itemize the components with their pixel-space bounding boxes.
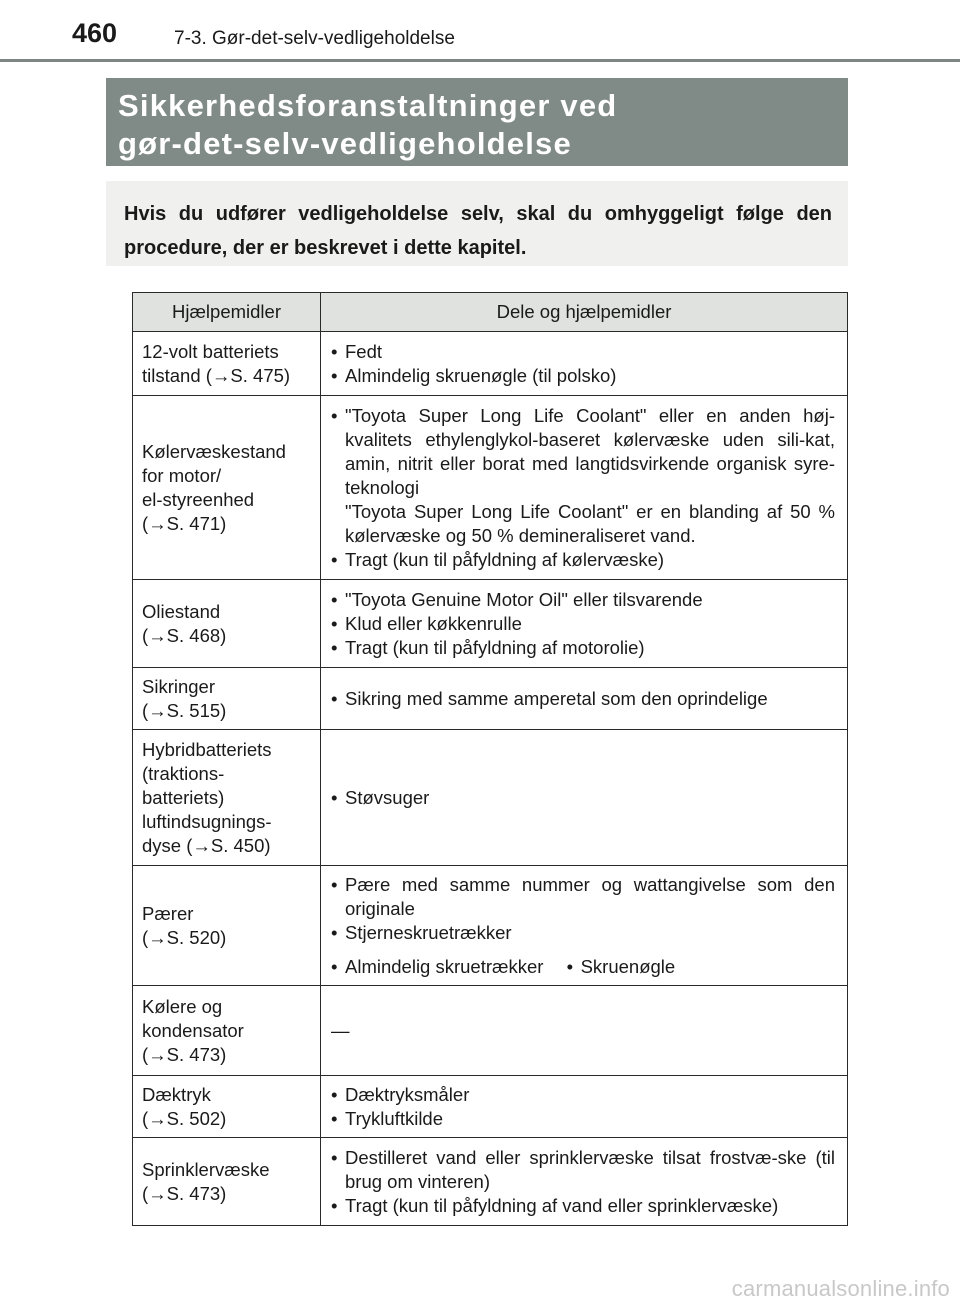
item-line: Kølere og [142, 995, 223, 1017]
item-line: Sikringer [142, 675, 215, 697]
item-cell [133, 580, 321, 668]
list-item: • Stjerneskruetrækker [331, 921, 835, 945]
parts-cell [321, 396, 848, 580]
empty-dash: — [331, 1019, 350, 1041]
item-cell [133, 1138, 321, 1226]
tools-table [132, 292, 848, 1226]
section-label: 7-3. Gør-det-selv-vedligeholdelse [174, 28, 455, 49]
table-row [133, 668, 848, 730]
list-item: • Tragt (kun til påfyldning af vand eller sprinklervæske) [331, 1194, 835, 1218]
list-item: • Pære med samme nummer og wattangivelse som den originale [331, 873, 835, 921]
watermark: carmanualsonline.info [731, 1276, 950, 1301]
list-item: • Sikring med samme amperetal som den oprindelige [331, 687, 835, 711]
item-line: Oliestand [142, 600, 221, 622]
item-line: el-styreenhed [142, 488, 255, 510]
table-row [133, 1076, 848, 1138]
coolant-note: "Toyota Super Long Life Coolant" er en blanding af 50 % kølervæske og 50 % demineraliseret vand. [345, 500, 835, 546]
item-cell [133, 396, 321, 580]
item-line: Hybridbatteriets [142, 738, 272, 760]
item-line: for motor/ [142, 464, 222, 486]
list-item: • Fedt [331, 340, 835, 364]
table-header-row [133, 293, 848, 332]
col-header-tools: Hjælpemidler [133, 293, 321, 332]
list-item: • Almindelig skruenøgle (til polsko) [331, 364, 835, 388]
parts-cell [321, 1138, 848, 1226]
list-item: • Skruenøgle [567, 955, 676, 979]
item-line: tilstand (→S. 475) [142, 364, 291, 386]
parts-cell [321, 580, 848, 668]
item-cell [133, 332, 321, 396]
item-cell [133, 866, 321, 986]
page-number: 460 [72, 18, 118, 48]
item-line: Sprinklervæske [142, 1158, 270, 1180]
item-line: batteriets) [142, 786, 225, 808]
title-line-1: Sikkerhedsforanstaltninger ved [118, 88, 618, 123]
parts-cell [321, 668, 848, 730]
item-line: (→S. 520) [142, 926, 227, 948]
table-row [133, 1138, 848, 1226]
list-item: • Klud eller køkkenrulle [331, 612, 835, 636]
item-line: (→S. 473) [142, 1043, 227, 1065]
item-cell [133, 986, 321, 1076]
list-item: • Støvsuger [331, 786, 835, 810]
item-line: dyse (→S. 450) [142, 834, 271, 856]
table-row [133, 986, 848, 1076]
item-line: (→S. 473) [142, 1182, 227, 1204]
item-cell [133, 730, 321, 866]
item-line: (→S. 515) [142, 699, 227, 721]
item-line: Dæktryk [142, 1083, 211, 1105]
page-header [72, 14, 872, 54]
parts-cell [321, 986, 848, 1076]
item-line: (traktions- [142, 762, 225, 784]
list-item: • Tragt (kun til påfyldning af kølervæske) [331, 548, 835, 572]
table-row [133, 332, 848, 396]
title-line-2: gør-det-selv-vedligeholdelse [118, 126, 572, 161]
item-line: (→S. 468) [142, 624, 227, 646]
item-line: kondensator [142, 1019, 244, 1041]
list-item: • Dæktryksmåler [331, 1083, 835, 1107]
item-line: Kølervæskestand [142, 440, 286, 462]
item-line: (→S. 471) [142, 512, 227, 534]
item-cell [133, 1076, 321, 1138]
list-item-text: "Toyota Super Long Life Coolant" eller en anden høj-kvalitets ethylenglykol-baseret kølervæske uden sili-kat, amin, nitrit eller borat med langtidsvirkende organisk syre-teknologi [345, 404, 835, 498]
parts-cell [321, 866, 848, 986]
parts-cell [321, 332, 848, 396]
parts-cell [321, 1076, 848, 1138]
item-line: Pærer [142, 902, 194, 924]
item-line: luftindsugnings- [142, 810, 272, 832]
table-row [133, 396, 848, 580]
list-item: • Tragt (kun til påfyldning af motorolie) [331, 636, 835, 660]
item-cell [133, 668, 321, 730]
list-item [331, 404, 835, 548]
intro-text: Hvis du udfører vedligeholdelse selv, skal du omhyggeligt følge den procedure, der er beskrevet i dette kapitel. [124, 203, 832, 259]
item-line: (→S. 502) [142, 1107, 227, 1129]
table-row [133, 866, 848, 986]
table-row [133, 580, 848, 668]
title-banner [106, 78, 848, 166]
parts-cell [321, 730, 848, 866]
list-item: • Almindelig skruetrækker [331, 955, 543, 979]
item-line: 12-volt batteriets [142, 340, 279, 362]
list-item: • Destilleret vand eller sprinklervæske tilsat frostvæ-ske (til brug om vinteren) [331, 1146, 835, 1194]
list-item: • "Toyota Genuine Motor Oil" eller tilsvarende [331, 588, 835, 612]
col-header-parts: Dele og hjælpemidler [321, 293, 848, 332]
intro-box [106, 181, 848, 266]
list-item: • Trykluftkilde [331, 1107, 835, 1131]
header-rule [0, 59, 960, 62]
table-row [133, 730, 848, 866]
